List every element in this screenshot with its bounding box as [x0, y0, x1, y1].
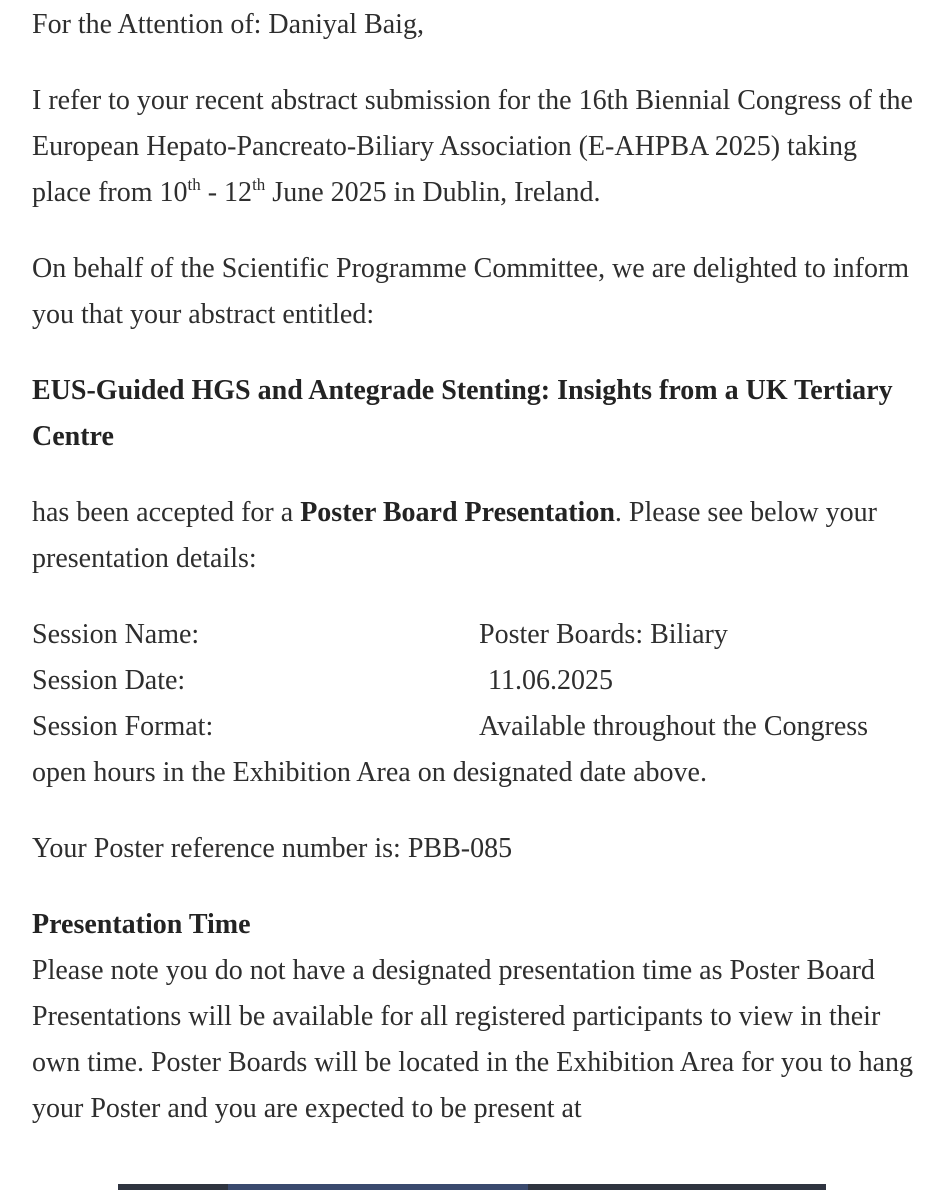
session-format-continued: open hours in the Exhibition Area on designated date above.: [32, 757, 707, 788]
abstract-title: EUS-Guided HGS and Antegrade Stenting: Insights from a UK Tertiary Centre: [32, 375, 893, 452]
acceptance-text-2: . Please see below your presentation details:: [32, 497, 877, 574]
intro-text-1: I refer to your recent abstract submission for the 16th Biennial Congress of the European Hepato-Pancreato-Biliary Association (E-AHPBA 2025) taking place from 10: [32, 85, 913, 208]
session-date-label: Session Date:: [32, 665, 186, 696]
bottom-edge-highlight: [228, 1184, 528, 1190]
ordinal-suffix-2: th: [252, 175, 266, 194]
presentation-type: Poster Board Presentation: [300, 497, 615, 528]
session-format-row: [32, 704, 922, 750]
presentation-time-body: Please note you do not have a designated presentation time as Poster Board Presentations will be available for all registered participants to view in their own time. Poster Boards will be located in the Exhibition Area for you to hang your Poster and you are expected to be present at: [32, 955, 914, 1124]
session-format-label: Session Format:: [32, 711, 214, 742]
intro-text-3: June 2025 in Dublin, Ireland.: [265, 177, 601, 208]
ordinal-suffix-1: th: [187, 175, 201, 194]
salutation: For the Attention of: Daniyal Baig,: [32, 9, 424, 40]
acceptance-paragraph: [32, 490, 922, 582]
session-name-row: [32, 612, 922, 658]
session-date-value: 11.06.2025: [488, 665, 613, 696]
presentation-time-heading: Presentation Time: [32, 909, 251, 940]
letter-body: [32, 0, 922, 1132]
intro-text-2: - 12: [200, 177, 253, 208]
behalf-paragraph: On behalf of the Scientific Programme Committee, we are delighted to inform you that your abstract entitled:: [32, 253, 910, 330]
bottom-edge-bar: [118, 1184, 826, 1190]
session-name-value: Poster Boards: Biliary: [479, 619, 728, 650]
session-format-value: Available throughout the Congress: [479, 711, 869, 742]
session-date-row: [32, 658, 922, 704]
poster-reference: Your Poster reference number is: PBB-085: [32, 833, 513, 864]
session-name-label: Session Name:: [32, 619, 200, 650]
intro-paragraph: [32, 78, 922, 216]
acceptance-text-1: has been accepted for a: [32, 497, 301, 528]
